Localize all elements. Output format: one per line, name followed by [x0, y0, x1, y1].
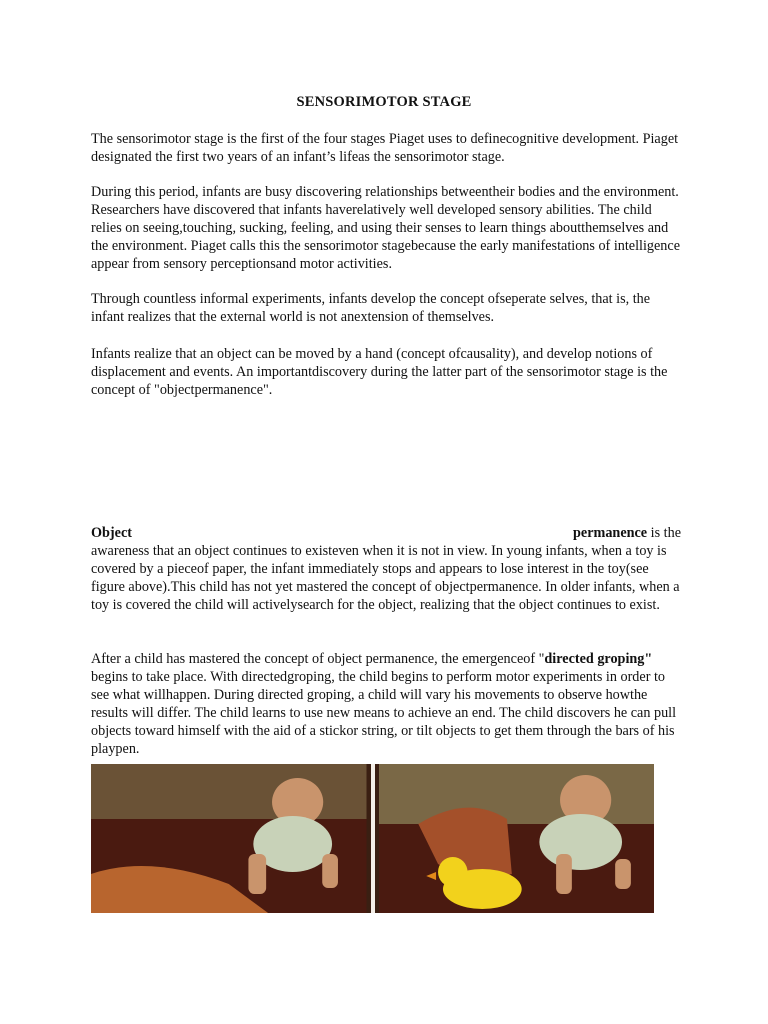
directed-groping-pre: After a child has mastered the concept of object permanence, the emergenceof "	[91, 651, 545, 667]
object-term: Object	[91, 525, 132, 541]
directed-groping-post: begins to take place. With directedgroping, the child begins to perform motor experiments in order to see what willhappen. During directed groping, a child will vary his movements to observe howthe results will differ. The child learns to use new means to achieve an end. The child discovers he can pull objects toward himself with the aid of a stickor string, or tilt objects to get them through the bars of his playpen.	[91, 669, 677, 757]
paragraph-intro: The sensorimotor stage is the first of the four stages Piaget uses to definecognitive development. Piaget designated the first two years of an infant’s lifeas the sensorimotor stage.	[91, 131, 679, 165]
directed-groping-term: directed groping"	[544, 651, 653, 667]
photo-divider	[371, 764, 375, 913]
object-permanence-first-line	[91, 524, 681, 542]
figure-photos	[91, 764, 654, 913]
paragraph-causality: Infants realize that an object can be moved by a hand (concept ofcausality), and develop notions of displacement and events. An importantdiscovery during the latter part of the sensorimotor stage is the concept of "objectpermanence".	[91, 346, 668, 398]
page-title: SENSORIMOTOR STAGE	[296, 94, 472, 110]
object-permanence-text: awareness that an object continues to existeven when it is not in view. In young infants, when a toy is covered by a pieceof paper, the infant immediately stops and appears to lose interest in the toy(see figure above).This child has not yet mastered the concept of objectpermanence. In older infants, when a toy is covered the child will activelysearch for the object, realizing that the object continues to exist.	[91, 543, 680, 613]
permanence-term: permanence	[573, 525, 648, 541]
paragraph-object-permanence	[91, 524, 681, 614]
photo-infant-duck	[379, 764, 655, 913]
permanence-tail: is the	[647, 525, 681, 541]
paragraph-period: During this period, infants are busy discovering relationships betweentheir bodies and the environment. Researchers have discovered that infants haverelatively well developed sensory abilities. The child relies on seeing,touching, sucking, feeling, and using their senses to learn things aboutthemselves and the environment. Piaget calls this the sensorimotor stagebecause the early manifestations of intelligence appear from sensory perceptionsand motor activities.	[91, 184, 680, 272]
permanence-term-wrap	[573, 524, 681, 542]
paragraph-experiments: Through countless informal experiments, infants develop the concept ofseperate selves, that is, the infant realizes that the external world is not anextension of themselves.	[91, 291, 651, 325]
paragraph-directed-groping	[91, 650, 681, 758]
photo-infant-cloth	[91, 764, 367, 913]
